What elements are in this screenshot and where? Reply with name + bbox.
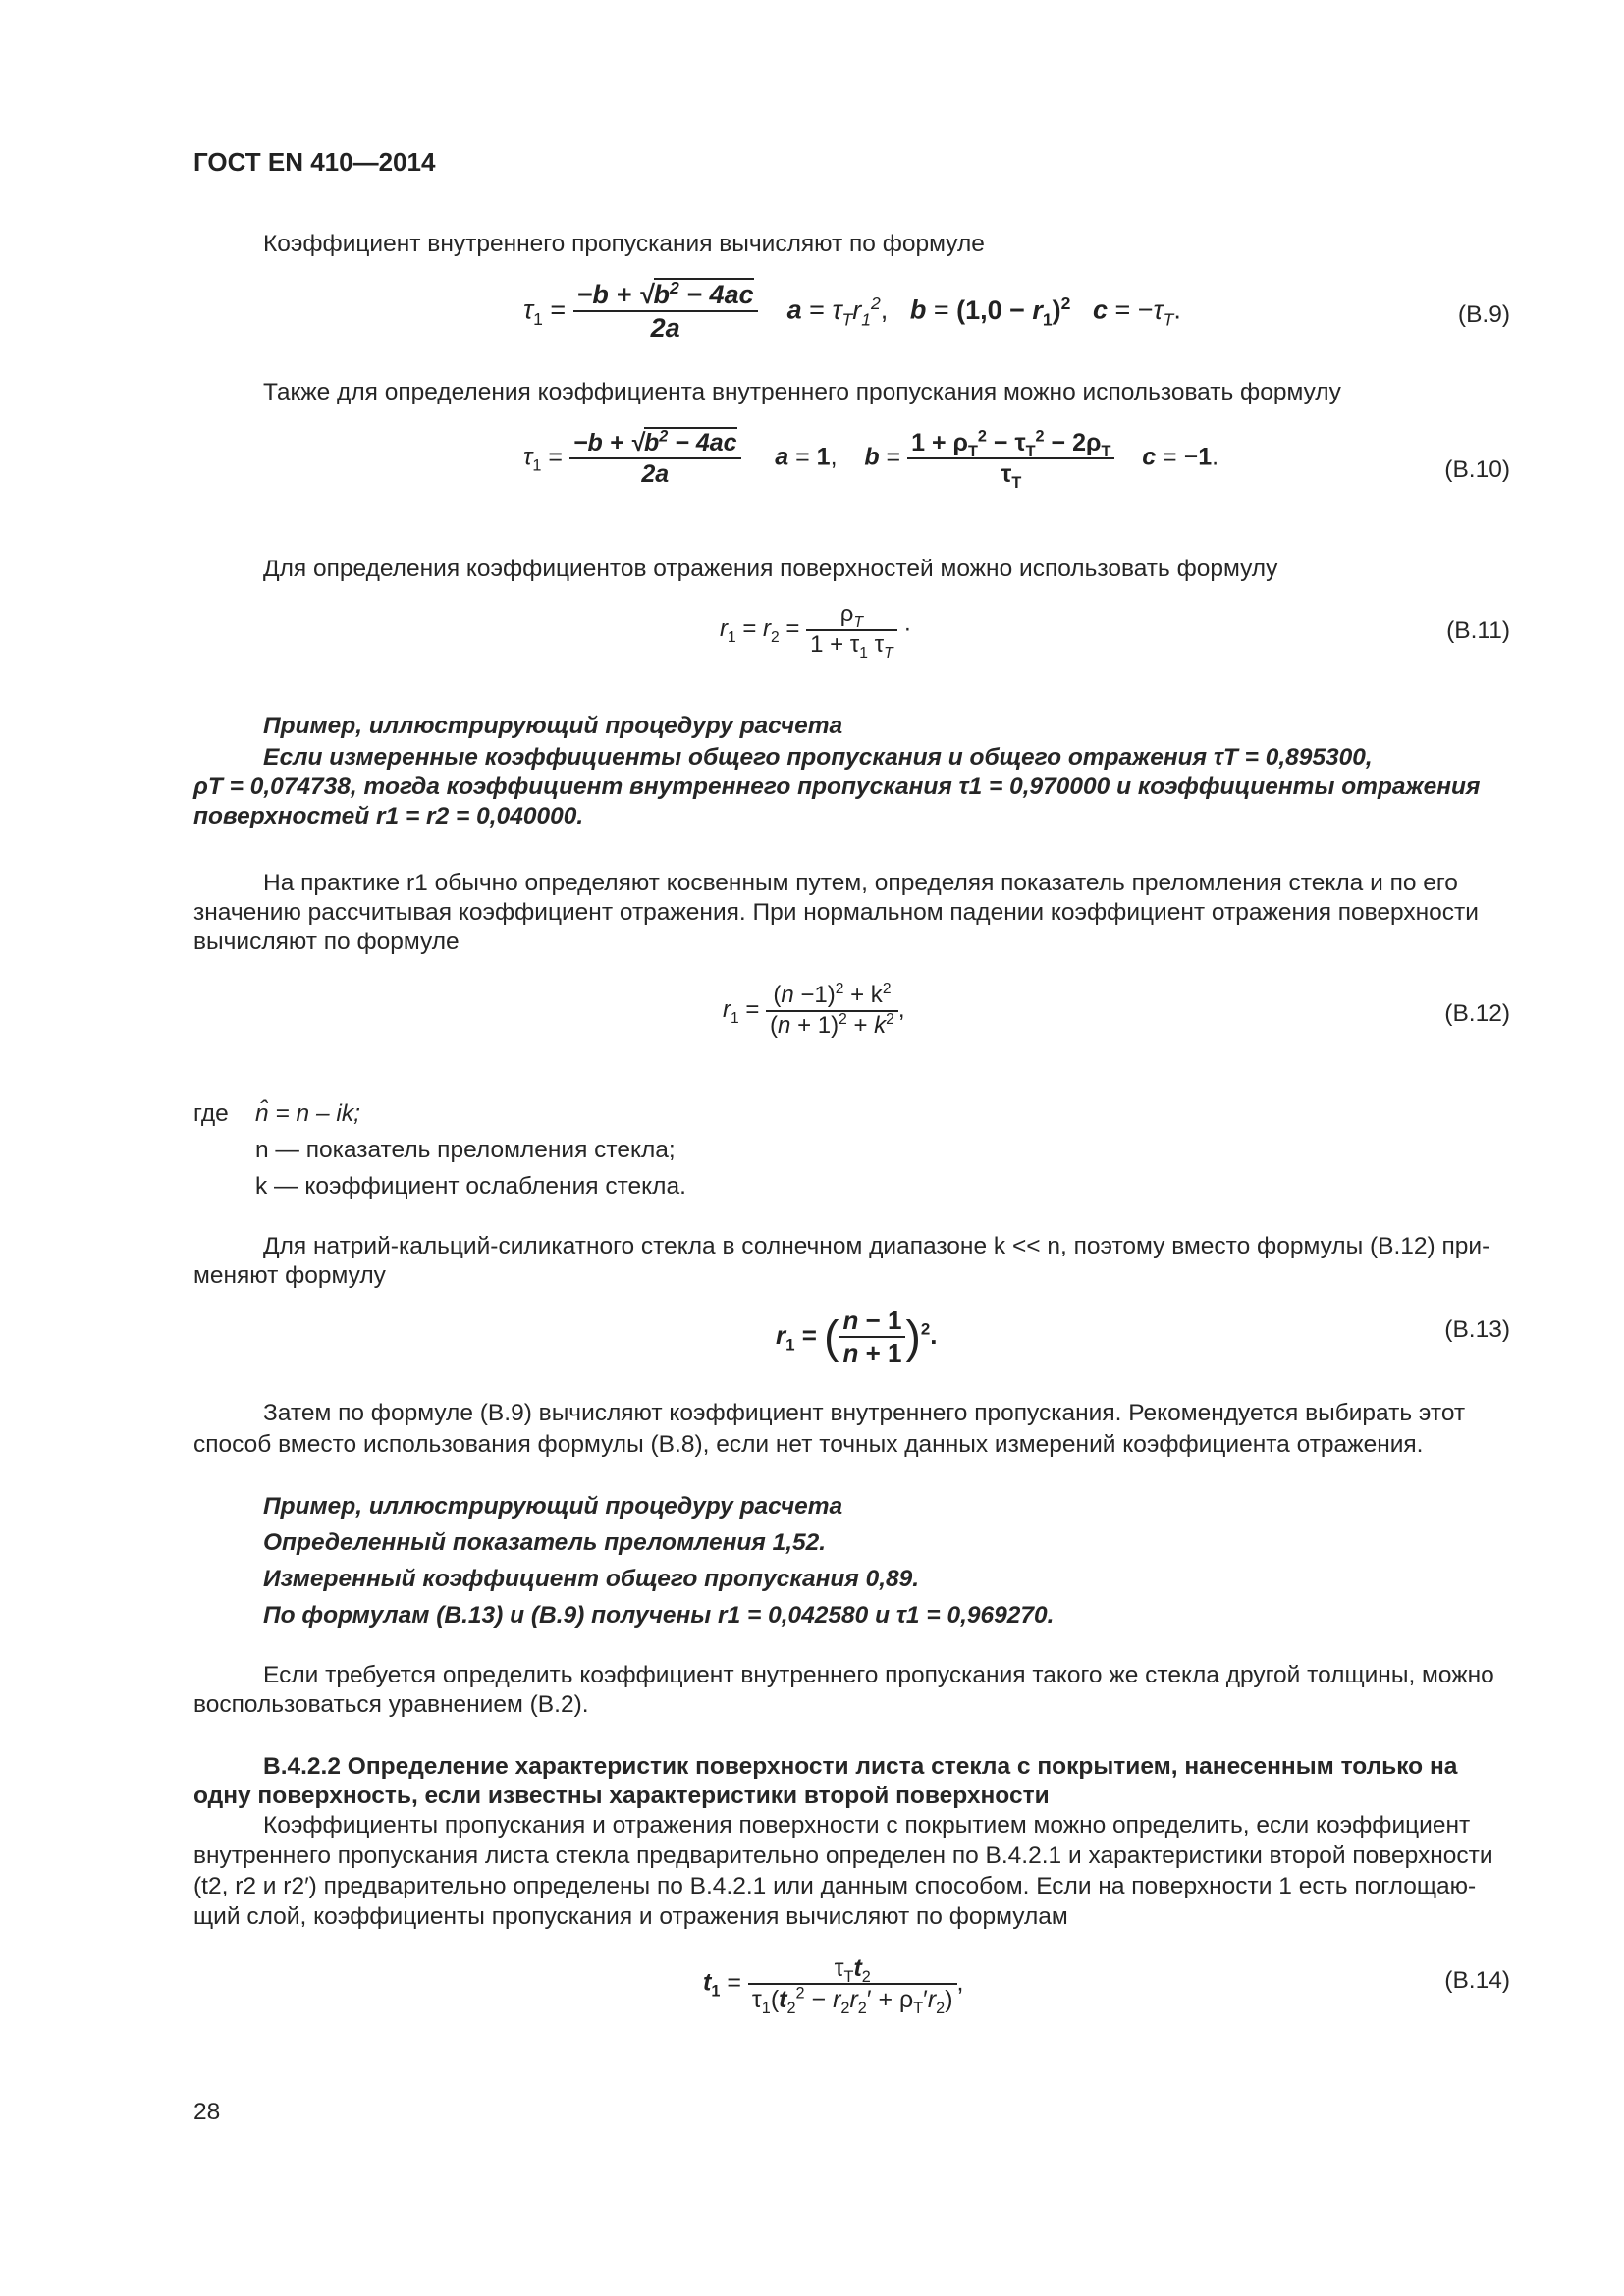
equation-number: (B.13)	[1444, 1316, 1510, 1343]
example-line: поверхностей r1 = r2 = 0,040000.	[193, 803, 584, 829]
example-title: Пример, иллюстрирующий процедуру расчета	[263, 1493, 843, 1520]
equation-number: (B.14)	[1444, 1967, 1510, 1994]
paragraph: (t2, r2 и r2′) предварительно определены по B.4.2.1 или данным способом. Если на поверхности 1 есть поглощаю-	[193, 1873, 1477, 1899]
example-line: Если измеренные коэффициенты общего пропускания и общего отражения τT = 0,895300,	[263, 744, 1373, 771]
paragraph: способ вместо использования формулы (B.8), если нет точных данных измерений коэффициента отражения.	[193, 1431, 1424, 1458]
paragraph: щий слой, коэффициенты пропускания и отражения вычисляют по формулам	[193, 1903, 1068, 1930]
paragraph: меняют формулу	[193, 1262, 386, 1289]
formula-b10: $\tau_1$ = $\frac{-b + √b^2 - 4ac}{2a}$ a = 1, b = $\frac{1 + \rho_T^2 - \tau_T^2 - 2\rho_T}{\tau_T}$ c = −1.	[523, 427, 1219, 492]
formula-b12: $r_1$ = $\frac{(n -1)^2 + k^2}{(n + 1)^2 + k^2}$ ,	[723, 981, 905, 1039]
example-line: Определенный показатель преломления 1,52.	[263, 1529, 827, 1556]
example-line: По формулам (B.13) и (B.9) получены r1 = 0,042580 и τ1 = 0,969270.	[263, 1602, 1055, 1629]
paragraph: Коэффициенты пропускания и отражения поверхности с покрытием можно определить, если коэффициент	[263, 1812, 1471, 1839]
paragraph: Если требуется определить коэффициент внутреннего пропускания такого же стекла другой толщины, можно	[263, 1662, 1494, 1688]
paragraph: Для определения коэффициентов отражения поверхностей можно использовать формулу	[263, 556, 1278, 582]
formula-b11: $r_1 = r_2$ = $\frac{\rho_T}{1 + \tau_1 \tau_T}$ ·	[720, 601, 912, 662]
formula-b14: $t_1$ = $\frac{\tau_Tt_2}{\tau_1(t_2^2 - r_2r_2' + \rho_T'r_2)}$ ,	[703, 1954, 964, 2017]
paragraph: вычисляют по формуле	[193, 929, 460, 955]
where-k: k — коэффициент ослабления стекла.	[255, 1173, 686, 1200]
equation-number: (B.9)	[1457, 301, 1510, 328]
equation-number: (B.11)	[1446, 617, 1510, 644]
paragraph: воспользоваться уравнением (B.2).	[193, 1691, 589, 1718]
example-line: Измеренный коэффициент общего пропускания 0,89.	[263, 1566, 920, 1592]
where-label: где	[193, 1100, 229, 1127]
where-n: n — показатель преломления стекла;	[255, 1137, 676, 1163]
example-line: ρT = 0,074738, тогда коэффициент внутреннего пропускания τ1 = 0,970000 и коэффициенты отражения	[193, 774, 1481, 800]
equation-number: (B.10)	[1444, 456, 1510, 483]
equation-number: (B.12)	[1444, 1000, 1510, 1027]
paragraph: значению рассчитывая коэффициент отражения. При нормальном падении коэффициент отражения поверхности	[193, 899, 1479, 926]
where-definition: n̂ = n – ik;	[255, 1100, 360, 1127]
paragraph: Также для определения коэффициента внутреннего пропускания можно использовать формулу	[263, 379, 1341, 405]
paragraph: Для натрий-кальций-силикатного стекла в солнечном диапазоне k << n, поэтому вместо формулы (B.12) при-	[263, 1233, 1490, 1259]
section-heading: одну поверхность, если известны характеристики второй поверхности	[193, 1783, 1050, 1809]
page-number: 28	[193, 2099, 221, 2125]
formula-b9: $\tau_1$ = $\frac{-b + √b^2 - 4ac}{2a}$ $a = \tau_Tr_1^2$, $b = (1,0 - r_1)^2$ $c = -\tau_T$.	[523, 278, 1181, 344]
paragraph: Затем по формуле (B.9) вычисляют коэффициент внутреннего пропускания. Рекомендуется выбирать этот	[263, 1400, 1466, 1426]
formula-b13: $r_1$ = ( $\frac{n - 1}{n + 1}$ )$^2$.	[776, 1306, 938, 1368]
paragraph: Коэффициент внутреннего пропускания вычисляют по формуле	[263, 231, 985, 257]
paragraph: внутреннего пропускания листа стекла предварительно определен по B.4.2.1 и характеристики второй поверхности	[193, 1842, 1493, 1869]
example-title: Пример, иллюстрирующий процедуру расчета	[263, 713, 843, 739]
document-id: ГОСТ EN 410—2014	[193, 147, 436, 177]
paragraph: На практике r1 обычно определяют косвенным путем, определяя показатель преломления стекла и по его	[263, 870, 1458, 896]
section-heading: B.4.2.2 Определение характеристик поверхности листа стекла с покрытием, нанесенным только на	[263, 1753, 1458, 1780]
